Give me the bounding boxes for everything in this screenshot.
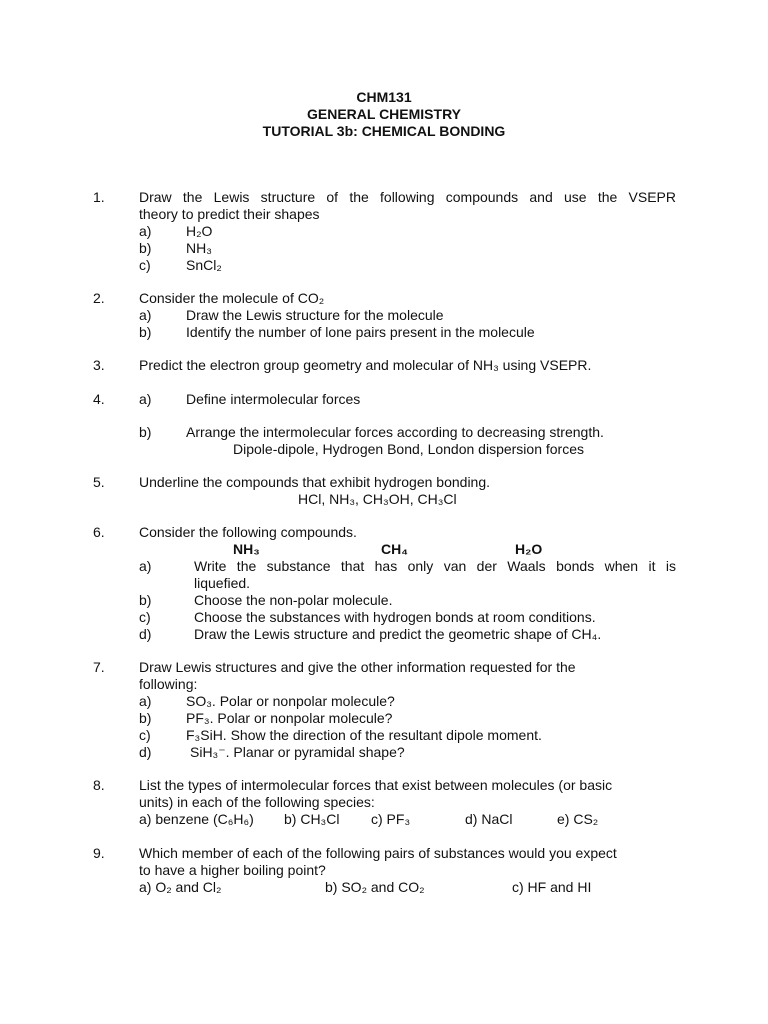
compound-list: HCl, NH₃, CH₃OH, CH₃Cl bbox=[298, 491, 457, 507]
part-label: a) bbox=[139, 693, 152, 709]
species-option: e) CS₂ bbox=[557, 811, 599, 827]
part-text: F₃SiH. Show the direction of the resultant dipole moment. bbox=[186, 727, 542, 743]
part-label: b) bbox=[139, 710, 152, 726]
part-text: liquefied. bbox=[194, 575, 251, 591]
part-label: a) bbox=[139, 558, 152, 574]
question-text: theory to predict their shapes bbox=[139, 206, 320, 222]
question-text: Predict the electron group geometry and molecular of NH₃ using VSEPR. bbox=[139, 357, 592, 373]
part-label: d) bbox=[139, 626, 152, 642]
question-number: 6. bbox=[93, 524, 105, 540]
part-text: Arrange the intermolecular forces according to decreasing strength. bbox=[186, 424, 604, 440]
compound: CH₄ bbox=[381, 541, 408, 557]
part-label: b) bbox=[139, 324, 152, 340]
pair-option: b) SO₂ and CO₂ bbox=[325, 879, 425, 895]
part-text: Identify the number of lone pairs present in the molecule bbox=[186, 324, 535, 340]
part-label: c) bbox=[139, 727, 151, 743]
question-number: 9. bbox=[93, 845, 105, 861]
part-label: c) bbox=[139, 257, 151, 273]
part-text: SnCl₂ bbox=[186, 257, 222, 273]
pair-option: a) O₂ and Cl₂ bbox=[139, 879, 222, 895]
part-label: a) bbox=[139, 307, 152, 323]
species-option: c) PF₃ bbox=[371, 811, 411, 827]
compound: H₂O bbox=[515, 541, 543, 557]
course-name: GENERAL CHEMISTRY bbox=[306, 106, 461, 122]
question-text: to have a higher boiling point? bbox=[139, 862, 326, 878]
question-number: 3. bbox=[93, 357, 105, 373]
part-label: b) bbox=[139, 240, 152, 256]
part-text: SiH₃⁻. Planar or pyramidal shape? bbox=[190, 744, 405, 760]
part-text: SO₃. Polar or nonpolar molecule? bbox=[186, 693, 395, 709]
question-text: Draw Lewis structures and give the other information requested for the bbox=[139, 659, 576, 675]
species-option: a) benzene (C₆H₆) bbox=[139, 811, 254, 827]
part-label: b) bbox=[139, 592, 152, 608]
part-text: Choose the non-polar molecule. bbox=[194, 592, 393, 608]
question-text: Consider the following compounds. bbox=[139, 524, 357, 540]
question-text: following: bbox=[139, 676, 198, 692]
part-label: d) bbox=[139, 744, 152, 760]
question-number: 7. bbox=[93, 659, 105, 675]
part-text: Write the substance that has only van der Waals bonds when it is bbox=[194, 558, 676, 574]
question-text: Which member of each of the following pairs of substances would you expect bbox=[139, 845, 617, 861]
part-text: H₂O bbox=[186, 223, 213, 239]
course-code: CHM131 bbox=[356, 89, 412, 105]
question-text: Consider the molecule of CO₂ bbox=[139, 290, 325, 306]
part-text: Draw the Lewis structure for the molecule bbox=[186, 307, 444, 323]
part-label: b) bbox=[139, 424, 152, 440]
question-number: 2. bbox=[93, 290, 105, 306]
part-text: PF₃. Polar or nonpolar molecule? bbox=[186, 710, 393, 726]
part-text: NH₃ bbox=[186, 240, 212, 256]
question-number: 4. bbox=[93, 391, 105, 407]
question-number: 8. bbox=[93, 777, 105, 793]
part-label: c) bbox=[139, 609, 151, 625]
part-text: Draw the Lewis structure and predict the geometric shape of CH₄. bbox=[194, 626, 602, 642]
pair-option: c) HF and HI bbox=[512, 879, 592, 895]
part-text: Define intermolecular forces bbox=[186, 391, 361, 407]
tutorial-title: TUTORIAL 3b: CHEMICAL BONDING bbox=[262, 123, 506, 139]
compound: NH₃ bbox=[233, 541, 260, 557]
part-text: Choose the substances with hydrogen bonds at room conditions. bbox=[194, 609, 596, 625]
question-text: List the types of intermolecular forces that exist between molecules (or basic bbox=[139, 777, 613, 793]
part-label: a) bbox=[139, 223, 152, 239]
question-text: Underline the compounds that exhibit hydrogen bonding. bbox=[139, 474, 491, 490]
question-number: 5. bbox=[93, 474, 105, 490]
part-detail: Dipole-dipole, Hydrogen Bond, London dispersion forces bbox=[233, 441, 584, 457]
question-text: Draw the Lewis structure of the following compounds and use the VSEPR bbox=[139, 189, 676, 205]
question-text: units) in each of the following species: bbox=[139, 794, 375, 810]
species-option: d) NaCl bbox=[465, 811, 513, 827]
species-option: b) CH₃Cl bbox=[284, 811, 340, 827]
question-number: 1. bbox=[93, 189, 105, 205]
part-label: a) bbox=[139, 391, 152, 407]
